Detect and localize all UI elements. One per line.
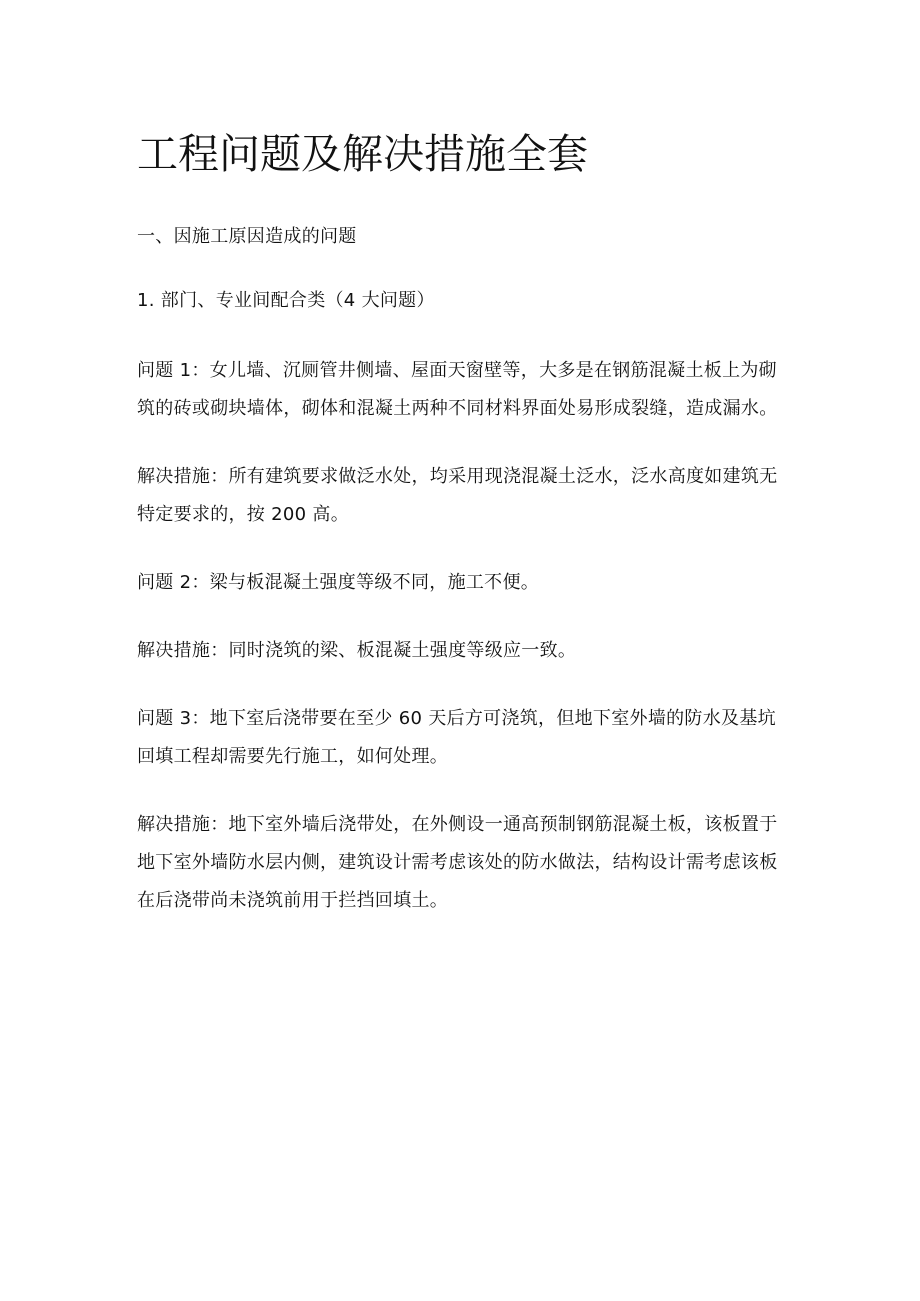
document-title: 工程问题及解决措施全套	[137, 130, 588, 178]
paragraph-problem-1: 问题 1：女儿墙、沉厕管井侧墙、屋面天窗壁等，大多是在钢筋混凝土板上为砌筑的砖或砌块墙体，砌体和混凝土两种不同材料界面处易形成裂缝，造成漏水。	[137, 360, 778, 419]
section-heading: 一、因施工原因造成的问题	[137, 226, 357, 247]
paragraph-problem-3: 问题 3：地下室后浇带要在至少 60 天后方可浇筑，但地下室外墙的防水及基坑回填工程却需要先行施工，如何处理。	[137, 708, 776, 767]
paragraph-solution-2: 解决措施：同时浇筑的梁、板混凝土强度等级应一致。	[137, 640, 577, 661]
subsection-heading: 1. 部门、专业间配合类（4 大问题）	[137, 290, 435, 311]
paragraph-problem-2: 问题 2：梁与板混凝土强度等级不同，施工不便。	[137, 572, 540, 593]
paragraph-solution-1: 解决措施：所有建筑要求做泛水处，均采用现浇混凝土泛水，泛水高度如建筑无特定要求的，按 200 高。	[137, 466, 778, 525]
paragraph-solution-3: 解决措施：地下室外墙后浇带处，在外侧设一通高预制钢筋混凝土板，该板置于地下室外墙防水层内侧，建筑设计需考虑该处的防水做法，结构设计需考虑该板在后浇带尚未浇筑前用于拦挡回填土。	[137, 814, 778, 911]
document-body	[137, 218, 787, 920]
